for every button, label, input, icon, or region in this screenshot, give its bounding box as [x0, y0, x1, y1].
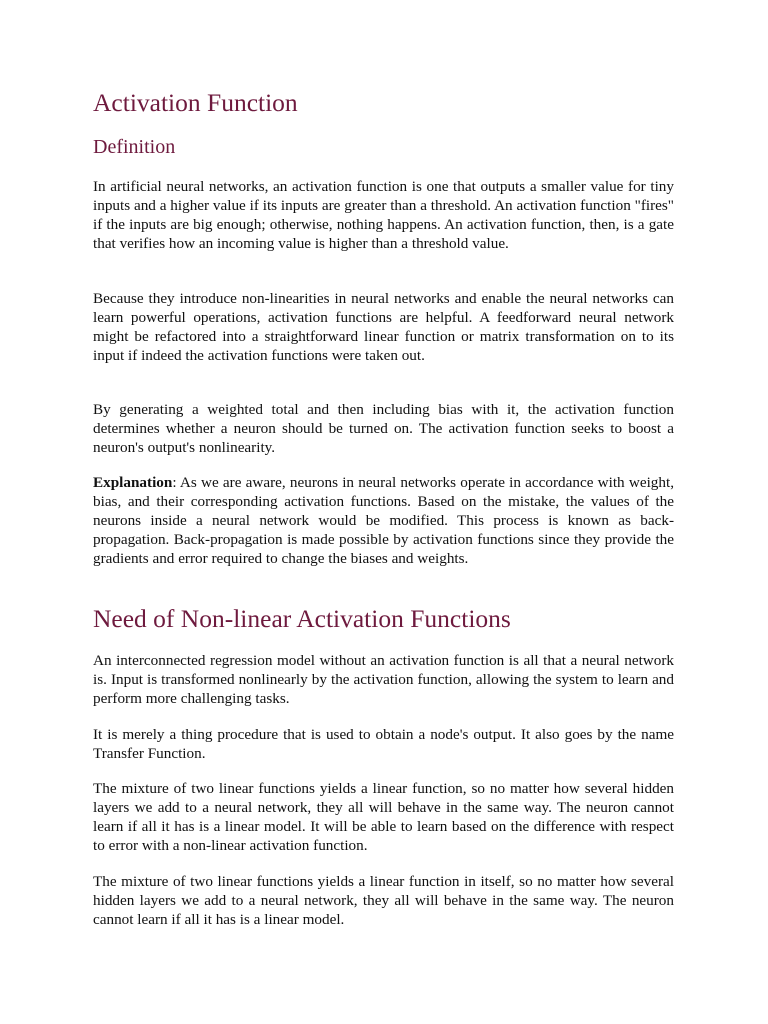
- need-paragraph-1: An interconnected regression model without an activation function is all that a neural network is. Input is transformed nonlinearly by the activation function, allowing the system to learn and perform more challenging tasks.: [93, 652, 674, 707]
- definition-paragraph-3: By generating a weighted total and then including bias with it, the activation function determines whether a neuron should be turned on. The activation function seeks to boost a neuron's output's nonlinearity.: [93, 401, 674, 456]
- definition-paragraph-2: Because they introduce non-linearities in neural networks and enable the neural networks can learn powerful operations, activation functions are helpful. A feedforward neural network might be refactored into a straightforward linear function or matrix transformation on to its input if indeed the activation functions were taken out.: [93, 290, 674, 364]
- explanation-label: Explanation: [93, 474, 173, 491]
- explanation-paragraph: [93, 473, 674, 568]
- need-paragraph-2: It is merely a thing procedure that is used to obtain a node's output. It also goes by the name Transfer Function.: [93, 726, 674, 762]
- need-paragraph-4: The mixture of two linear functions yields a linear function in itself, so no matter how several hidden layers we add to a neural network, they all will behave in the same way. The neuron cannot learn if all it has is a linear model.: [93, 873, 674, 928]
- definition-paragraph-1: In artificial neural networks, an activation function is one that outputs a smaller value for tiny inputs and a higher value if its inputs are greater than a threshold. An activation function "fires" if the inputs are big enough; otherwise, nothing happens. An activation function, then, is a gate that verifies how an incoming value is higher than a threshold value.: [93, 178, 674, 252]
- page-title: Activation Function: [93, 88, 298, 117]
- need-heading: Need of Non-linear Activation Functions: [93, 604, 511, 633]
- explanation-text: : As we are aware, neurons in neural networks operate in accordance with weight, bias, and their corresponding activation functions. Based on the mistake, the values of the neurons inside a neural network would be modified. This process is known as back-propagation. Back-propagation is made possible by activation functions since they provide the gradients and error required to change the biases and weights.: [93, 474, 674, 567]
- need-paragraph-3: The mixture of two linear functions yields a linear function, so no matter how several hidden layers we add to a neural network, they all will behave in the same way. The neuron cannot learn if all it has is a linear model. It will be able to learn based on the difference with respect to error with a non-linear activation function.: [93, 780, 674, 854]
- definition-heading: Definition: [93, 136, 176, 158]
